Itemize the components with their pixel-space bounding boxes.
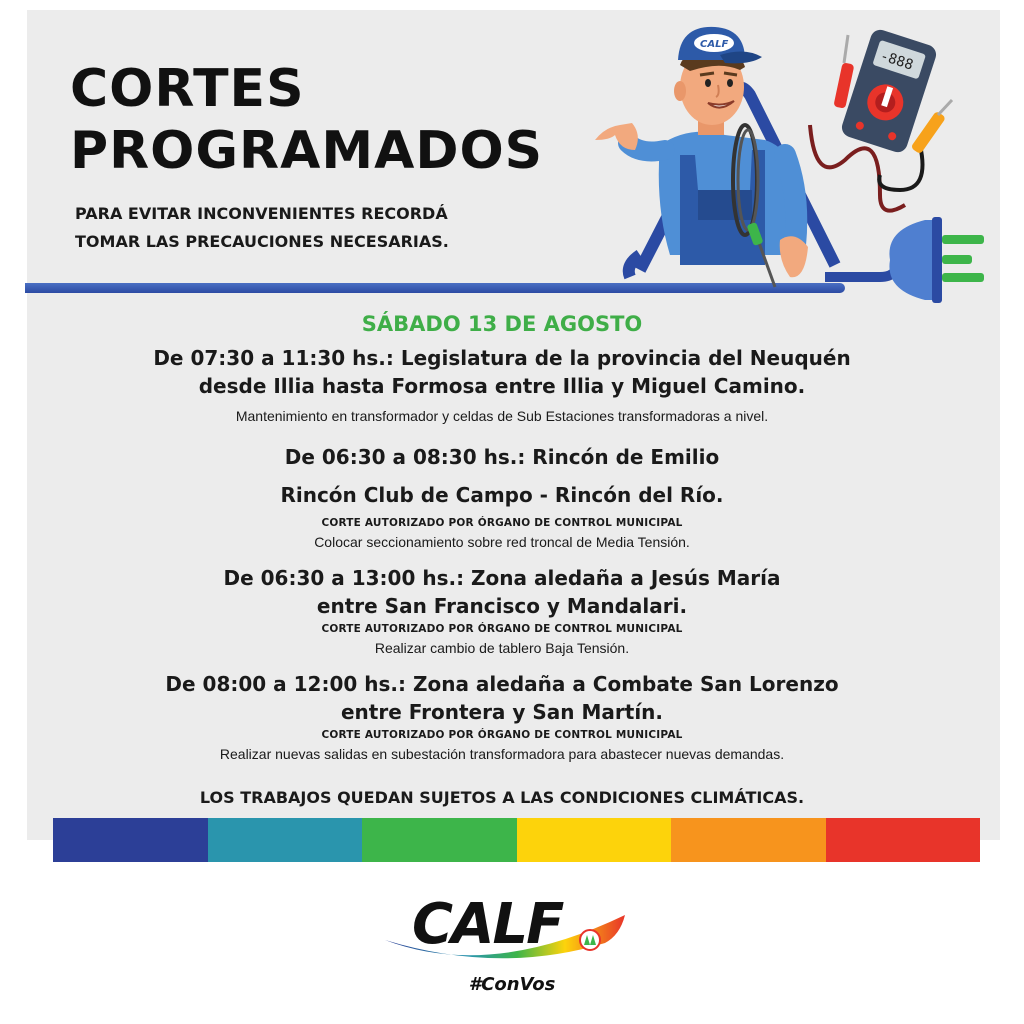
calf-logo <box>380 885 640 965</box>
stripe-green <box>362 818 517 862</box>
subtitle <box>75 200 449 256</box>
schedule-item-streets: desde Illia hasta Formosa entre Illia y Miguel Camino. <box>198 374 806 398</box>
multimeter-icon <box>810 27 952 210</box>
schedule-item <box>27 438 977 552</box>
weather-disclaimer: LOS TRABAJOS QUEDAN SUJETOS A LAS CONDICIONES CLIMÁTICAS. <box>199 788 805 807</box>
stripe-red <box>826 818 981 862</box>
logo-text: CALF <box>412 892 563 957</box>
color-stripes <box>53 818 980 862</box>
illustration <box>580 15 1000 305</box>
stripe-teal <box>208 818 363 862</box>
schedule-date: SÁBADO 13 DE AGOSTO <box>361 312 643 336</box>
hashtag: #ConVos <box>468 974 556 995</box>
authorization-note: CORTE AUTORIZADO POR ÓRGANO DE CONTROL MUNICIPAL <box>321 729 683 741</box>
schedule-item-time-location: De 07:30 a 11:30 hs.: Legislatura de la provincia del Neuquén <box>153 346 851 370</box>
schedule-item <box>27 344 977 426</box>
schedule-item-description: Realizar nuevas salidas en subestación transformadora para abastecer nuevas demandas. <box>219 746 785 762</box>
schedule-item <box>27 670 977 764</box>
stripe-orange <box>671 818 826 862</box>
schedule-item-streets: entre Frontera y San Martín. <box>340 700 664 724</box>
stripe-yellow <box>517 818 672 862</box>
schedule-item-time-location: De 06:30 a 08:30 hs.: Rincón de Emilio <box>284 445 720 469</box>
stripe-blue <box>53 818 208 862</box>
schedule-item-description: Colocar seccionamiento sobre red troncal de Media Tensión. <box>314 534 690 550</box>
schedule-item-description: Realizar cambio de tablero Baja Tensión. <box>374 640 630 656</box>
electrician-worker-icon <box>595 27 808 287</box>
schedule-content <box>27 310 977 776</box>
schedule-item-time-location: De 06:30 a 13:00 hs.: Zona aledaña a Jesús María <box>223 566 781 590</box>
multimeter-display: -888 <box>878 48 916 74</box>
subtitle-line-2: TOMAR LAS PRECAUCIONES NECESARIAS. <box>75 232 449 251</box>
subtitle-line-1: PARA EVITAR INCONVENIENTES RECORDÁ <box>75 204 448 223</box>
title-line-2: PROGRAMADOS <box>70 121 544 181</box>
authorization-note: CORTE AUTORIZADO POR ÓRGANO DE CONTROL MUNICIPAL <box>321 517 683 529</box>
cap-logo-text: CALF <box>700 39 729 50</box>
page-title <box>70 58 543 182</box>
schedule-item-time-location: De 08:00 a 12:00 hs.: Zona aledaña a Combate San Lorenzo <box>165 672 839 696</box>
schedule-item-streets: Rincón Club de Campo - Rincón del Río. <box>280 483 724 507</box>
schedule-item <box>27 564 977 658</box>
authorization-note: CORTE AUTORIZADO POR ÓRGANO DE CONTROL MUNICIPAL <box>321 623 683 635</box>
title-line-1: CORTES <box>70 59 305 119</box>
schedule-item-streets: entre San Francisco y Mandalari. <box>316 594 688 618</box>
schedule-item-description: Mantenimiento en transformador y celdas de Sub Estaciones transformadoras a nivel. <box>235 408 769 424</box>
power-plug-icon <box>880 217 984 303</box>
